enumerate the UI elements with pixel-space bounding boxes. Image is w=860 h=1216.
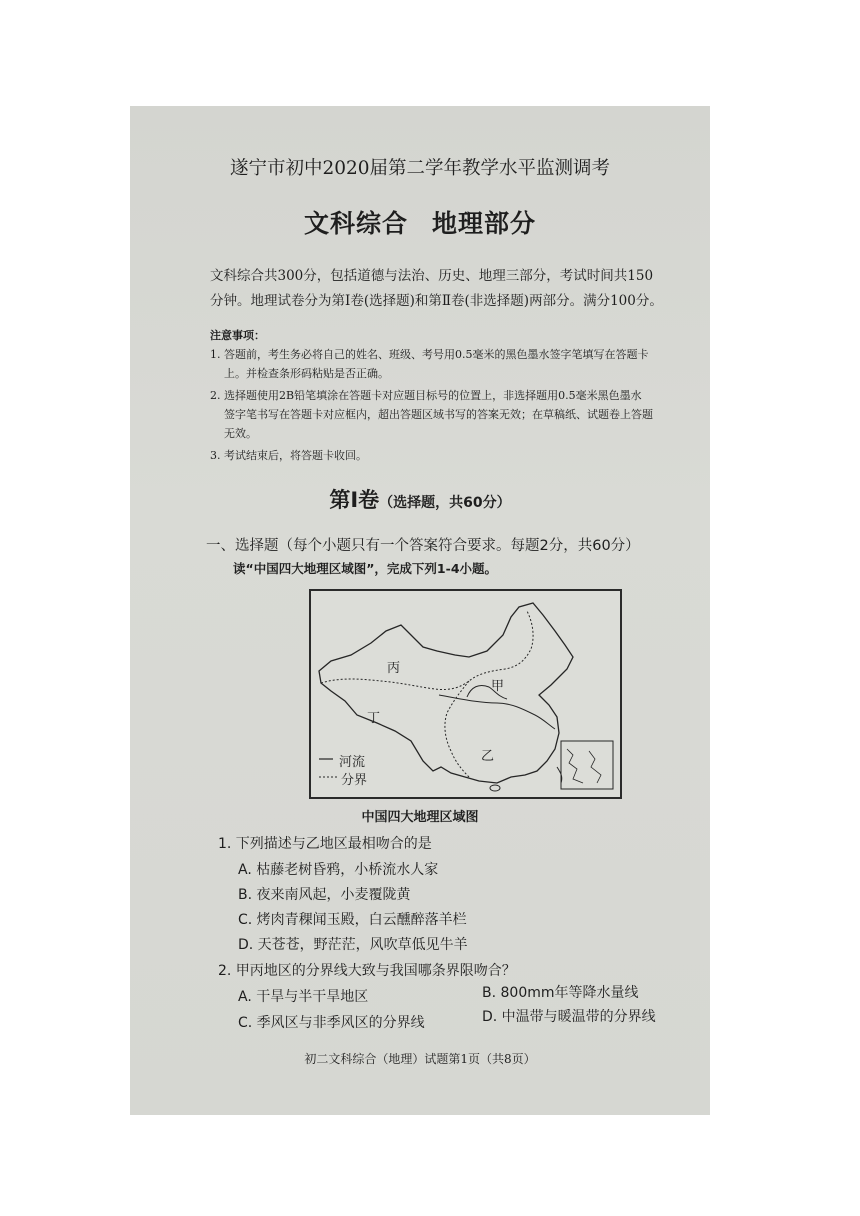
question-1-option-b: B. 夜来南风起，小麦覆陇黄 [238, 887, 411, 903]
section-subtitle: （选择题，共60分） [379, 495, 511, 511]
intro-line-1: 文科综合共300分，包括道德与法治、历史、地理三部分，考试时间共150 [210, 268, 654, 284]
question-2-option-a: A. 干旱与半干旱地区 [238, 989, 369, 1005]
legend-river-label: 河流 [339, 755, 366, 770]
question-1-stem: 1. 下列描述与乙地区最相吻合的是 [218, 836, 432, 852]
note-line: 3. 考试结束后，将答题卡收回。 [210, 449, 367, 462]
exam-paper-photo [130, 106, 710, 1115]
note-line: 无效。 [224, 427, 257, 440]
question-2-stem: 2. 甲丙地区的分界线大致与我国哪条界限吻合？ [218, 963, 516, 979]
part1-heading: 一、选择题（每个小题只有一个答案符合要求。每题2分，共60分） [206, 538, 640, 554]
region-label-jia: 甲 [491, 679, 505, 694]
south-sea-inset [561, 741, 613, 789]
part1-instruction: 读“中国四大地理区域图”，完成下列1-4小题。 [233, 561, 498, 576]
china-region-map [309, 589, 622, 799]
intro-line-2: 分钟。地理试卷分为第Ⅰ卷(选择题)和第Ⅱ卷(非选择题)两部分。满分100分。 [210, 293, 663, 309]
river-line [439, 695, 555, 729]
region-label-ding: 丁 [367, 711, 381, 726]
question-1-option-d: D. 天苍苍，野茫茫，风吹草低见牛羊 [238, 937, 468, 953]
map-caption: 中国四大地理区域图 [361, 810, 479, 825]
question-2-option-b: B. 800mm年等降水量线 [482, 985, 639, 1001]
region-label-yi: 乙 [481, 749, 495, 764]
south-sea-islands [567, 749, 601, 783]
note-line: 上。并检查条形码粘贴是否正确。 [224, 367, 389, 380]
question-1-option-c: C. 烤肉青稞闻玉殿，白云醺醉落羊栏 [238, 912, 467, 928]
section-title: 第Ⅰ卷 [329, 488, 380, 512]
question-2-option-d: D. 中温带与暖温带的分界线 [482, 1009, 656, 1025]
exam-title: 遂宁市初中2020届第二学年教学水平监测调考 [229, 158, 611, 179]
notes-heading: 注意事项： [210, 329, 265, 342]
question-1-option-a: A. 枯藤老树昏鸦，小桥流水人家 [238, 862, 439, 878]
part-label: 地理部分 [432, 209, 537, 238]
subject-label: 文科综合 [303, 209, 408, 238]
question-2-option-c: C. 季风区与非季风区的分界线 [238, 1015, 425, 1031]
subject-title [130, 204, 710, 240]
note-line: 签字笔书写在答题卡对应框内，超出答题区域书写的答案无效；在草稿纸、试题卷上答题 [224, 408, 653, 421]
legend-boundary-label: 分界 [341, 773, 368, 788]
boundary-line [445, 681, 469, 777]
section-heading [130, 484, 710, 514]
page-footer: 初二文科综合（地理）试题第1页（共8页） [304, 1052, 536, 1066]
region-label-bing: 丙 [387, 661, 401, 676]
note-line: 2. 选择题使用2B铅笔填涂在答题卡对应题目标号的位置上，非选择题用0.5毫米黑色墨水 [210, 389, 642, 402]
note-line: 1. 答题前，考生务必将自己的姓名、班级、考号用0.5毫米的黑色墨水签字笔填写在答题卡 [210, 348, 649, 361]
hainan-island [490, 785, 500, 791]
